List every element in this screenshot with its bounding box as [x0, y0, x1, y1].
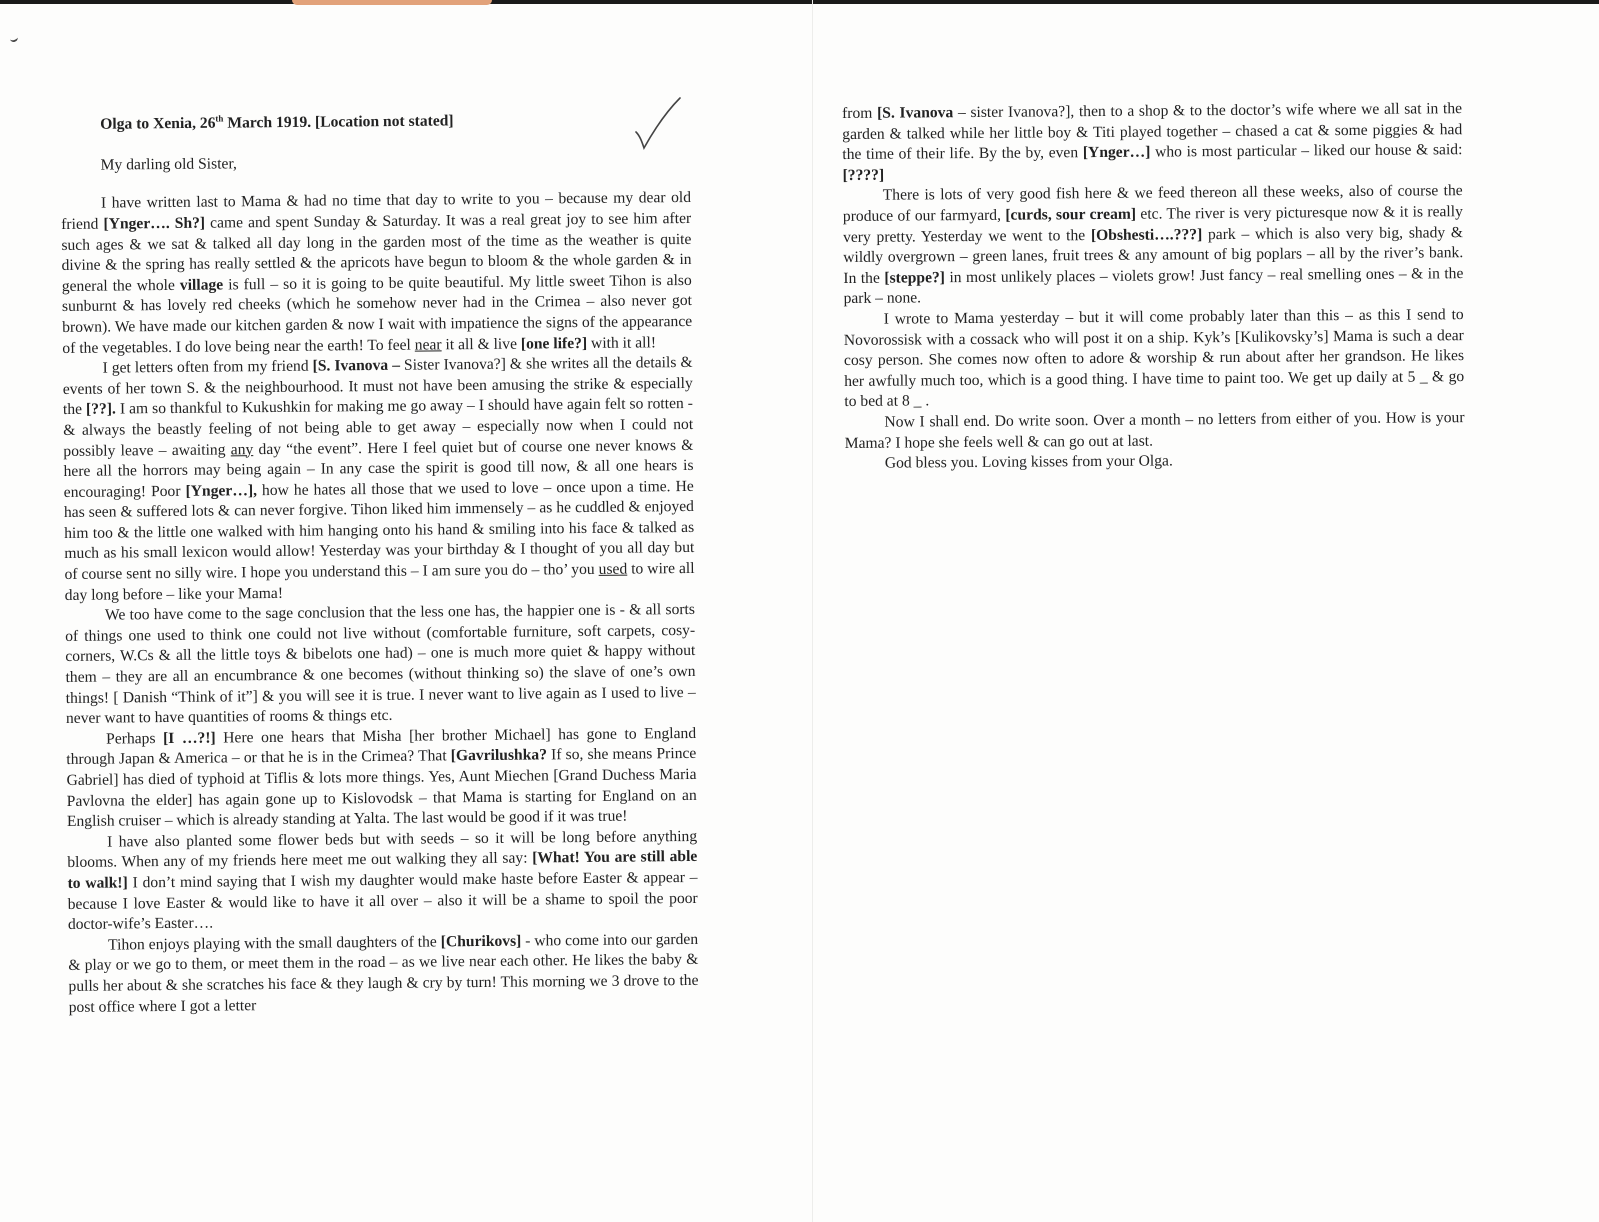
- letter-salutation: My darling old Sister,: [100, 155, 237, 174]
- letter-paragraph: Perhaps [I …?!] Here one hears that Misha [her brother Michael] has gone to England through Japan & America – or that he is in the Crimea? That [Gavrilushka? If so, she means Prince Gabriel] has died of typhoid at Tiflis & lots more things. Yes, Aunt Miechen [Grand Duchess Maria Pavlovna the elder] has again gone up to Kislovodsk – that Mama is starting for England on an English cruiser – which is already standing at Yalta. The last would be good if it was true!: [66, 724, 697, 831]
- letter-right-column: [842, 99, 1465, 475]
- letter-paragraph: I wrote to Mama yesterday – but it will come probably later than this – as this I send to Novorossisk with a cossack who will post it on a ship. Kyk’s [Kulikovsky’s] Mama is such a dear cosy person. She comes now often to adore & worship & run about after her grandson. He likes her awfully much too, which is a good thing. I have time to paint too. We get up daily at 5 _ & go to bed at 8 _ .: [843, 306, 1465, 411]
- page-divider: [812, 0, 813, 1222]
- letter-paragraph: There is lots of very good fish here & we feed thereon all these weeks, also of course the produce of our farmyard, [curds, sour cream] etc. The river is very picturesque now & it is really very pretty. Yesterday we went to the [Obshesti….???] park – which is also very big, shady & wildly overgrown – green lanes, fruit trees & any amount of big poplars – all by the river’s bank. In the [steppe?] in most unlikely places – violets grow! Just fancy – real smelling ones – & in the park – none.: [842, 182, 1464, 308]
- letter-left-column: [60, 94, 699, 1018]
- letter-paragraph: from [S. Ivanova – sister Ivanova?], then to a shop & to the doctor’s wife where we all sat in the garden & talked while her little boy & Titi played together – chased a cat & some piggies & had the time of their life. By the by, even [Ynger…] who is most particular – liked our house & said: [????]: [842, 100, 1463, 184]
- scan-corner-mark: [9, 35, 18, 43]
- scan-top-edge: [0, 0, 1599, 4]
- letter-closing: God bless you. Loving kisses from your Olga.: [884, 452, 1173, 472]
- letter-paragraph: We too have come to the sage conclusion that the less one has, the happier one is - & all sorts of things one used to think one could not live without (comfortable furniture, soft carpets, cosy-corners, W.Cs & all the little toys & bibelots one had) – one is much more quiet & happy without them – they are all an encumbrance & one becomes (without thinking so) the slave of one’s own things! [ Danish “Think of it”] & you will see it is true. I never want to live again as I used to live – never want to have quantities of rooms & things etc.: [65, 601, 696, 728]
- letter-heading: Olga to Xenia, 26th March 1919. [Location not stated]: [100, 112, 454, 133]
- letter-paragraph: I have written last to Mama & had no time that day to write to you – because my dear old friend [Ynger…. Sh?] came and spent Sunday & Saturday. It was a real great joy to see him after such ages & we sat & talked all day long in the garden most of the time as the weather is quite divine & the spring has really settled & the apricots have begun to bloom & the whole garden & in general the whole village is full – so it is going to be quite beautiful. My little sweet Tihon is also sunburnt & has lovely red cheeks (which he somehow never had in the Crimea – also never got brown). We have made our kitchen garden & now I wait with impatience the signs of the appearance of the vegetables. I do love being near the earth! To feel near it all & live [one life?] with it all!: [61, 189, 693, 357]
- scan-top-tab: [292, 0, 492, 5]
- letter-paragraph: I have also planted some flower beds but with seeds – so it will be long before anything blooms. When any of my friends here meet me out walking they all say: [What! You are still able to walk!] I don’t mind saying that I wish my daughter would make haste before Easter & appear – because I love Easter & would like to have it all over – also it will be a shame to spoil the poor doctor-wife’s Easter….: [67, 827, 698, 934]
- letter-paragraph: I get letters often from my friend [S. Ivanova – Sister Ivanova?] & she writes all the details & events of her town S. & the neighbourhood. It must not have been amusing the strike & especially the [??]. I am so thankful to Kukushkin for making me go away – I should have again felt so rotten - & always the beastly feeling of not being able to get away – especially now when I could not possibly leave – awaiting any day “the event”. Here I feel quiet but of course one never knows & here all the horrors may being again – In any case the spirit is good till now, & all one hears is encouraging! Poor [Ynger…], how he hates all those that we used to love – once upon a time. He has seen & suffered lots & can never forgive. Tihon liked him immensely – as he cuddled & enjoyed him too & the little one walked with him hanging onto his hand & smiling into his face & talked as much as his small lexicon would allow! Yesterday was your birthday & I thought of you all day but of course sent no silly wire. I hope you understand this – I am sure you do – tho’ you used to wire all day long before – like your Mama!: [62, 354, 695, 604]
- letter-paragraph: Now I shall end. Do write soon. Over a month – no letters from either of you. How is your Mama? I hope she feels well & can go out at last.: [844, 409, 1465, 452]
- letter-paragraph: Tihon enjoys playing with the small daughters of the [Churikovs] - who come into our garden & play or we go to them, or meet them in the road – as we live near each other. He likes the baby & pulls her about & she scratches his face & they laugh & cry by turn! This morning we 3 drove to the post office where I got a letter: [68, 930, 699, 1016]
